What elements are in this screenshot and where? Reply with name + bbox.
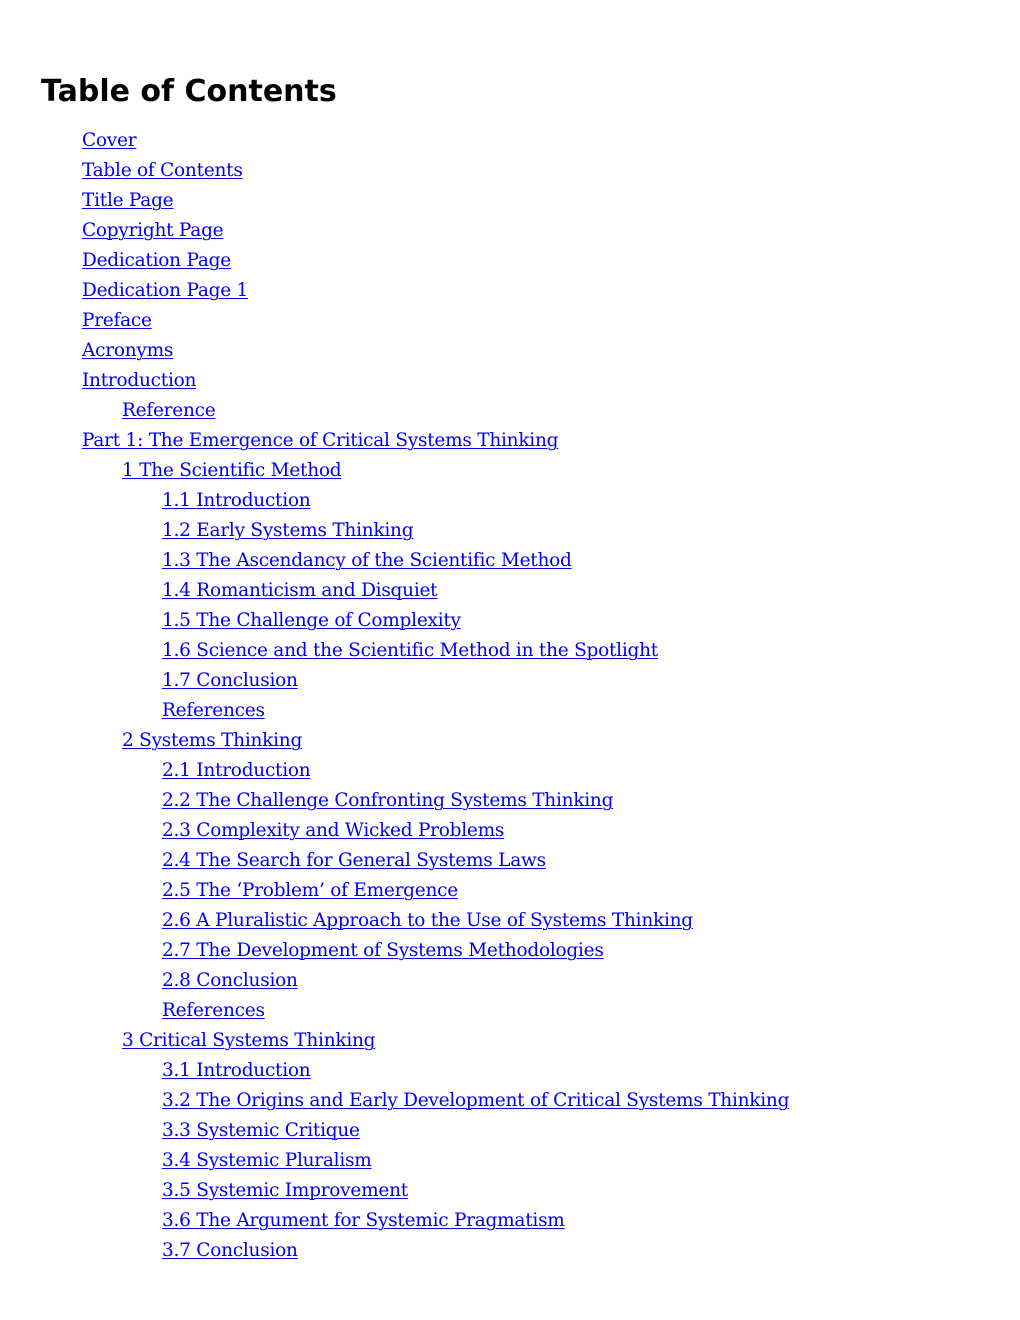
toc-link[interactable]: Dedication Page 1 bbox=[82, 280, 249, 301]
toc-link[interactable]: 2 Systems Thinking bbox=[122, 730, 303, 751]
toc-link[interactable]: 3.3 Systemic Critique bbox=[162, 1120, 360, 1141]
toc-link[interactable]: 1.5 The Challenge of Complexity bbox=[162, 610, 461, 631]
toc-entry bbox=[0, 666, 789, 696]
toc-entry bbox=[0, 246, 789, 276]
toc-link[interactable]: 2.2 The Challenge Confronting Systems Thinking bbox=[162, 790, 614, 811]
toc-entry bbox=[0, 696, 789, 726]
toc-entry bbox=[0, 216, 789, 246]
toc-entry bbox=[0, 186, 789, 216]
toc-entry bbox=[0, 456, 789, 486]
toc-entry bbox=[0, 906, 789, 936]
toc-link[interactable]: 3.2 The Origins and Early Development of Critical Systems Thinking bbox=[162, 1090, 790, 1111]
toc-entry bbox=[0, 426, 789, 456]
toc-entry bbox=[0, 1176, 789, 1206]
toc-link[interactable]: References bbox=[162, 700, 265, 721]
toc-entry bbox=[0, 786, 789, 816]
toc-entry bbox=[0, 336, 789, 366]
toc-list bbox=[0, 126, 789, 1266]
toc-entry bbox=[0, 486, 789, 516]
toc-entry bbox=[0, 366, 789, 396]
toc-link[interactable]: 1.6 Science and the Scientific Method in the Spotlight bbox=[162, 640, 658, 661]
toc-link[interactable]: 2.3 Complexity and Wicked Problems bbox=[162, 820, 505, 841]
toc-link[interactable]: 1.7 Conclusion bbox=[162, 670, 298, 691]
toc-link[interactable]: 3 Critical Systems Thinking bbox=[122, 1030, 376, 1051]
toc-link[interactable]: Reference bbox=[122, 400, 216, 421]
page-title: Table of Contents bbox=[41, 74, 337, 109]
toc-entry bbox=[0, 1116, 789, 1146]
toc-entry bbox=[0, 576, 789, 606]
toc-link[interactable]: 2.1 Introduction bbox=[162, 760, 311, 781]
toc-entry bbox=[0, 816, 789, 846]
toc-entry bbox=[0, 306, 789, 336]
toc-entry bbox=[0, 846, 789, 876]
toc-entry bbox=[0, 1236, 789, 1266]
toc-link[interactable]: 1.1 Introduction bbox=[162, 490, 311, 511]
toc-entry bbox=[0, 546, 789, 576]
toc-link[interactable]: Introduction bbox=[82, 370, 197, 391]
toc-link[interactable]: Preface bbox=[82, 310, 152, 331]
toc-link[interactable]: Acronyms bbox=[82, 340, 174, 361]
toc-entry bbox=[0, 396, 789, 426]
toc-link[interactable]: 2.7 The Development of Systems Methodologies bbox=[162, 940, 604, 961]
toc-entry bbox=[0, 1206, 789, 1236]
toc-link[interactable]: 3.7 Conclusion bbox=[162, 1240, 298, 1261]
toc-entry bbox=[0, 966, 789, 996]
toc-link[interactable]: References bbox=[162, 1000, 265, 1021]
toc-entry bbox=[0, 636, 789, 666]
toc-link[interactable]: Part 1: The Emergence of Critical Systems Thinking bbox=[82, 430, 559, 451]
toc-link[interactable]: Table of Contents bbox=[82, 160, 243, 181]
toc-entry bbox=[0, 606, 789, 636]
toc-link[interactable]: 2.8 Conclusion bbox=[162, 970, 298, 991]
toc-link[interactable]: 1.2 Early Systems Thinking bbox=[162, 520, 414, 541]
toc-entry bbox=[0, 996, 789, 1026]
toc-link[interactable]: Title Page bbox=[82, 190, 174, 211]
toc-entry bbox=[0, 876, 789, 906]
toc-link[interactable]: 3.4 Systemic Pluralism bbox=[162, 1150, 372, 1171]
toc-entry bbox=[0, 1026, 789, 1056]
toc-entry bbox=[0, 156, 789, 186]
toc-entry bbox=[0, 126, 789, 156]
toc-entry bbox=[0, 276, 789, 306]
toc-link[interactable]: 3.1 Introduction bbox=[162, 1060, 311, 1081]
toc-entry bbox=[0, 936, 789, 966]
toc-link[interactable]: 3.5 Systemic Improvement bbox=[162, 1180, 408, 1201]
toc-link[interactable]: 2.4 The Search for General Systems Laws bbox=[162, 850, 546, 871]
toc-link[interactable]: 3.6 The Argument for Systemic Pragmatism bbox=[162, 1210, 565, 1231]
toc-entry bbox=[0, 1086, 789, 1116]
toc-link[interactable]: 2.5 The ‘Problem’ of Emergence bbox=[162, 880, 458, 901]
toc-link[interactable]: 1.3 The Ascendancy of the Scientific Method bbox=[162, 550, 572, 571]
toc-link[interactable]: 2.6 A Pluralistic Approach to the Use of Systems Thinking bbox=[162, 910, 693, 931]
toc-entry bbox=[0, 1146, 789, 1176]
toc-entry bbox=[0, 756, 789, 786]
toc-link[interactable]: 1 The Scientific Method bbox=[122, 460, 342, 481]
toc-link[interactable]: Copyright Page bbox=[82, 220, 224, 241]
toc-entry bbox=[0, 1056, 789, 1086]
toc-link[interactable]: Cover bbox=[82, 130, 137, 151]
toc-entry bbox=[0, 726, 789, 756]
toc-link[interactable]: 1.4 Romanticism and Disquiet bbox=[162, 580, 438, 601]
toc-link[interactable]: Dedication Page bbox=[82, 250, 231, 271]
toc-entry bbox=[0, 516, 789, 546]
